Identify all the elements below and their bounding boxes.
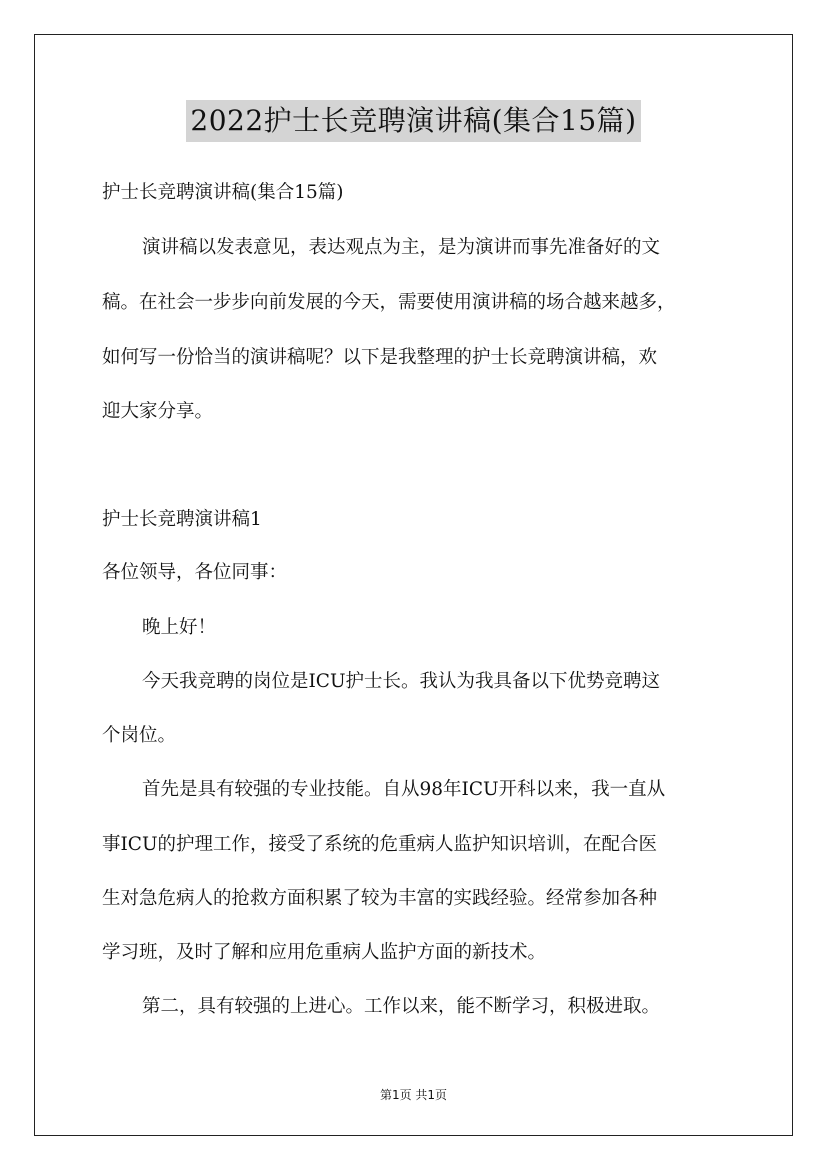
intro-line-4: 迎大家分享。 (102, 401, 214, 422)
page-footer: 第1页 共1页 (379, 1088, 448, 1102)
body-line-5: 生对急危病人的抢救方面积累了较为丰富的实践经验。经常参加各种 (102, 888, 658, 909)
intro-line-1: 演讲稿以发表意见，表达观点为主，是为演讲而事先准备好的文 (142, 237, 661, 258)
body-line-4: 事ICU的护理工作，接受了系统的危重病人监护知识培训，在配合医 (102, 834, 658, 855)
section-heading: 护士长竞聘演讲稿1 (102, 509, 262, 530)
greeting: 晚上好！ (142, 617, 217, 638)
body-line-1: 今天我竞聘的岗位是ICU护士长。我认为我具备以下优势竞聘这 (142, 671, 661, 692)
intro-line-3: 如何写一份恰当的演讲稿呢？以下是我整理的护士长竞聘演讲稿，欢 (102, 347, 658, 368)
body-line-6: 学习班，及时了解和应用危重病人监护方面的新技术。 (102, 942, 547, 963)
body-line-7: 第二，具有较强的上进心。工作以来，能不断学习，积极进取。 (142, 996, 661, 1017)
document-title: 2022护士长竞聘演讲稿(集合15篇) (186, 100, 640, 142)
title-container (0, 100, 827, 142)
body-line-2: 个岗位。 (102, 725, 177, 746)
salutation: 各位领导，各位同事： (102, 562, 288, 583)
intro-line-2: 稿。在社会一步步向前发展的今天，需要使用演讲稿的场合越来越多， (102, 292, 676, 313)
subtitle: 护士长竞聘演讲稿(集合15篇) (102, 182, 344, 203)
body-line-3: 首先是具有较强的专业技能。自从98年ICU开科以来，我一直从 (142, 779, 666, 800)
